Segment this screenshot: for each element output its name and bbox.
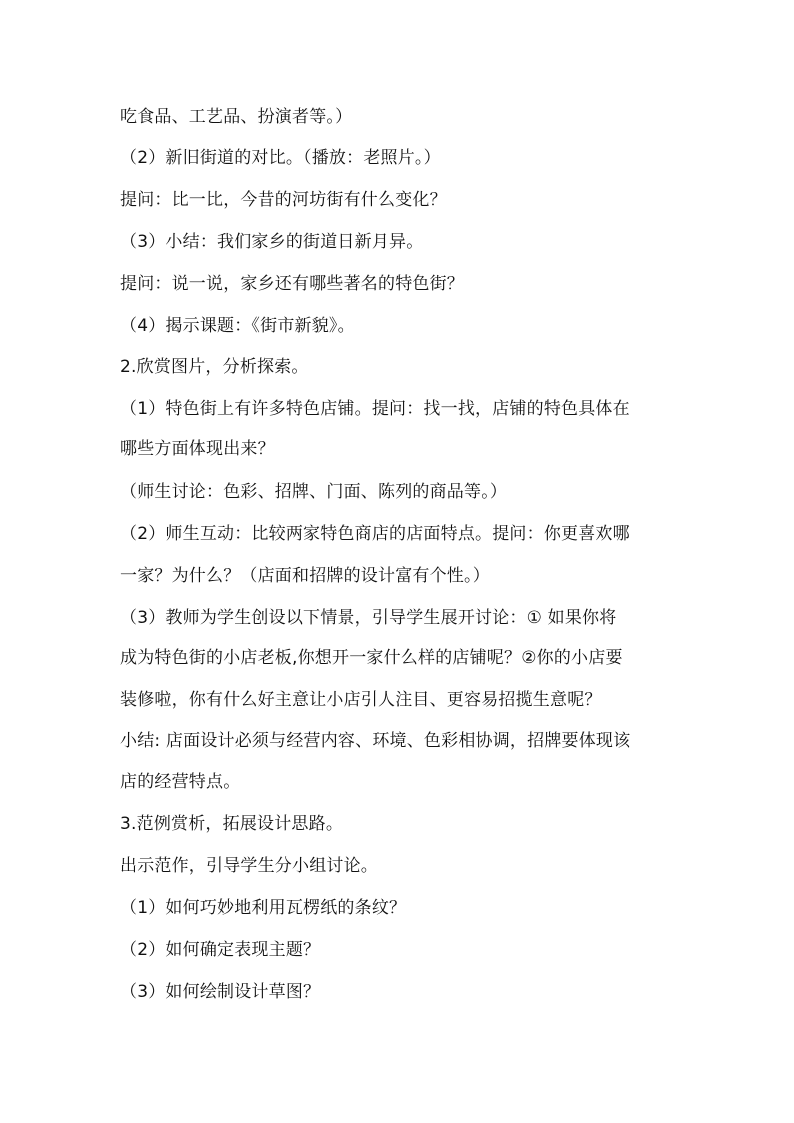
text-line: （1）特色街上有许多特色店铺。提问：找一找，店铺的特色具体在 bbox=[120, 399, 630, 419]
text-line: 哪些方面体现出来？ bbox=[120, 439, 275, 459]
text-line: （3）小结：我们家乡的街道日新月异。 bbox=[120, 232, 424, 252]
text-line: 装修啦，你有什么好主意让小店引人注目、更容易招揽生意呢？ bbox=[120, 690, 602, 710]
text-line: 成为特色街的小店老板,你想开一家什么样的店铺呢？②你的小店要 bbox=[120, 648, 623, 668]
text-line: （3）教师为学生创设以下情景，引导学生展开讨论：① 如果你将 bbox=[120, 608, 617, 628]
text-line: （4）揭示课题：《街市新貌》。 bbox=[120, 316, 355, 336]
text-line: （2）师生互动：比较两家特色商店的店面特点。提问：你更喜欢哪 bbox=[120, 524, 630, 544]
text-line: 小结: 店面设计必须与经营内容、环境、色彩相协调，招牌要体现该 bbox=[120, 731, 631, 751]
text-line: （1）如何巧妙地利用瓦楞纸的条纹？ bbox=[120, 898, 407, 918]
text-line: 一家？为什么？（店面和招牌的设计富有个性。） bbox=[120, 566, 490, 586]
text-line: （师生讨论：色彩、招牌、门面、陈列的商品等。） bbox=[120, 482, 508, 502]
text-line: 出示范作，引导学生分小组讨论。 bbox=[120, 856, 378, 876]
text-line: 提问：说一说，家乡还有哪些著名的特色街？ bbox=[120, 274, 464, 294]
section-heading: 3.范例赏析，拓展设计思路。 bbox=[120, 814, 344, 834]
text-line: （2）新旧街道的对比。（播放：老照片。） bbox=[120, 148, 441, 168]
section-heading: 2.欣赏图片，分析探索。 bbox=[120, 357, 309, 377]
text-line: （3）如何绘制设计草图？ bbox=[120, 982, 321, 1002]
text-line: 吃食品、工艺品、扮演者等。） bbox=[120, 107, 353, 127]
text-line: 提问：比一比，今昔的河坊街有什么变化？ bbox=[120, 190, 447, 210]
text-line: （2）如何确定表现主题？ bbox=[120, 940, 321, 960]
text-line: 店的经营特点。 bbox=[120, 772, 241, 792]
